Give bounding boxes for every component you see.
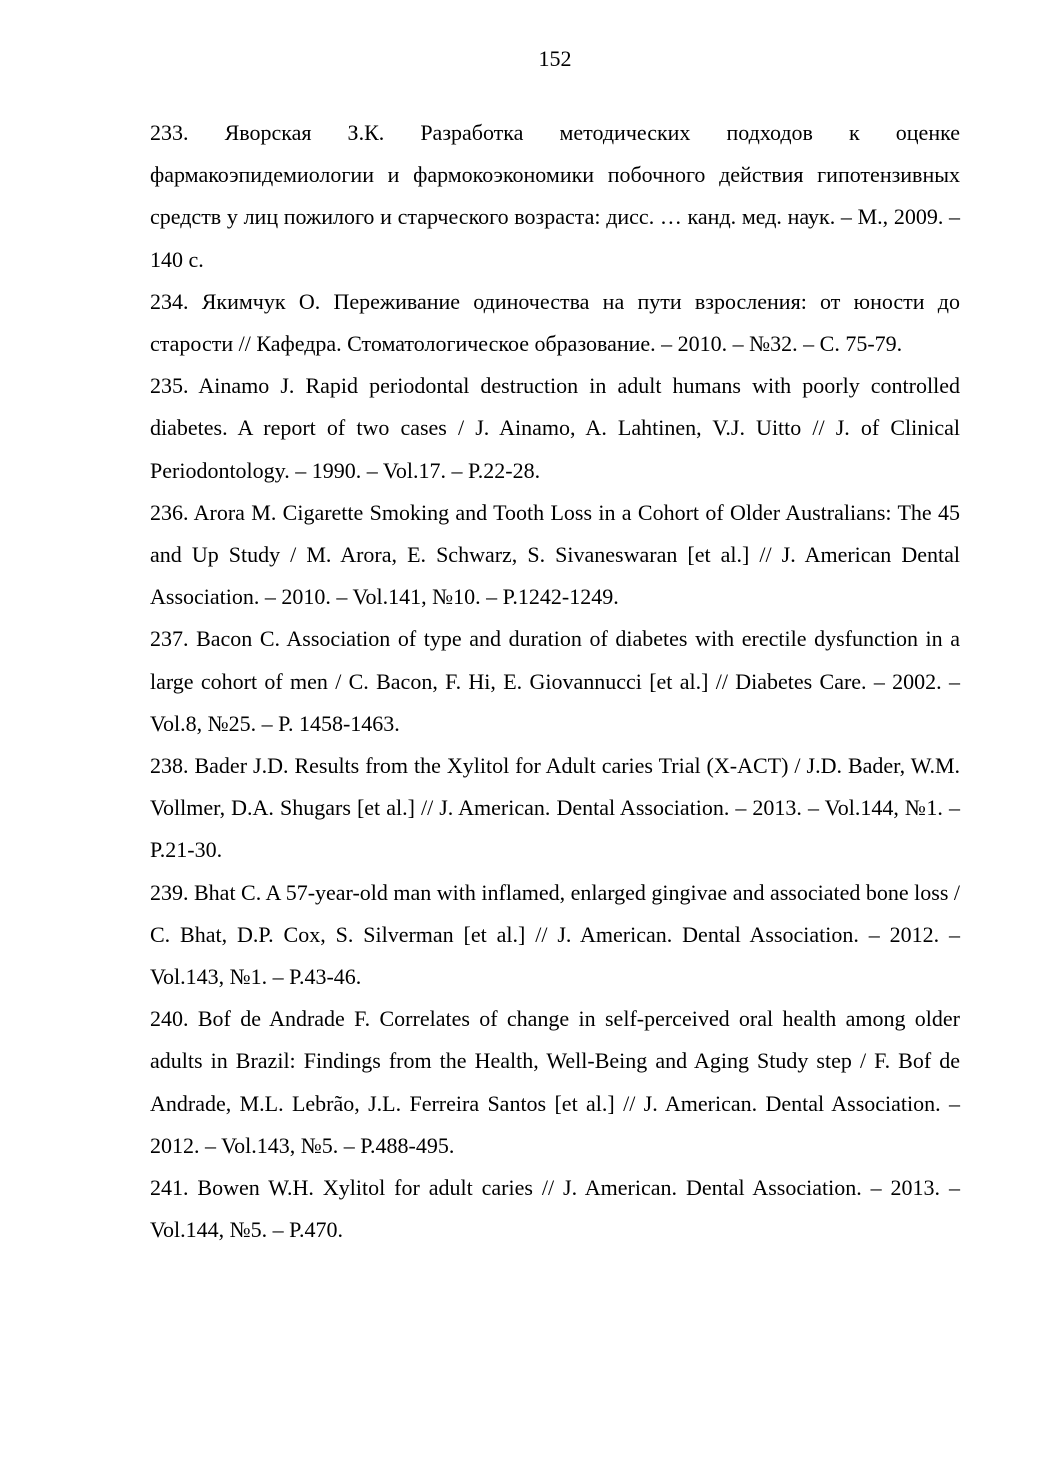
reference-list xyxy=(150,112,960,1251)
reference-item: 233. Яворская З.К. Разработка методических подходов к оценке фармакоэпидемиологии и фармокоэкономики побочного действия гипотензивных средств у лиц пожилого и старческого возраста: дисс. … канд. мед. наук. – М., 2009. – 140 с. xyxy=(150,120,960,272)
reference-item: 241. Bowen W.H. Xylitol for adult caries // J. American. Dental Association. – 2013. – Vol.144, №5. – P.470. xyxy=(150,1175,960,1243)
reference-item: 235. Ainamo J. Rapid periodontal destruction in adult humans with poorly controlled diabetes. A report of two cases / J. Ainamo, A. Lahtinen, V.J. Uitto // J. of Clinical Periodontology. – 1990. – Vol.17. – P.22-28. xyxy=(150,373,960,483)
reference-item: 237. Bacon C. Association of type and duration of diabetes with erectile dysfunction in a large cohort of men / C. Bacon, F. Hi, E. Giovannucci [et al.] // Diabetes Care. – 2002. – Vol.8, №25. – P. 1458-1463. xyxy=(150,626,960,736)
reference-item: 234. Якимчук О. Переживание одиночества на пути взросления: от юности до старости // Кафедра. Стоматологическое образование. – 2010. – №32. – С. 75-79. xyxy=(150,288,960,357)
reference-item: 240. Bof de Andrade F. Correlates of change in self-perceived oral health among older adults in Brazil: Findings from the Health, Well-Being and Aging Study step / F. Bof de Andrade, M.L. Lebrão, J.L. Ferreira Santos [et al.] // J. American. Dental Association. – 2012. – Vol.143, №5. – P.488-495. xyxy=(150,1006,960,1158)
reference-item: 236. Arora M. Cigarette Smoking and Tooth Loss in a Cohort of Older Australians: The 45 and Up Study / M. Arora, E. Schwarz, S. Sivaneswaran [et al.] // J. American Dental Association. – 2010. – Vol.141, №10. – P.1242-1249. xyxy=(150,499,960,610)
reference-item: 239. Bhat C. A 57-year-old man with inflamed, enlarged gingivae and associated bone loss / C. Bhat, D.P. Cox, S. Silverman [et al.] // J. American. Dental Association. – 2012. – Vol.143, №1. – P.43-46. xyxy=(150,879,960,990)
reference-item: 238. Bader J.D. Results from the Xylitol for Adult caries Trial (X-ACT) / J.D. Bader, W.M. Vollmer, D.A. Shugars [et al.] // J. American. Dental Association. – 2013. – Vol.144, №1. – P.21-30. xyxy=(150,753,960,863)
page-number: 152 xyxy=(538,46,572,71)
